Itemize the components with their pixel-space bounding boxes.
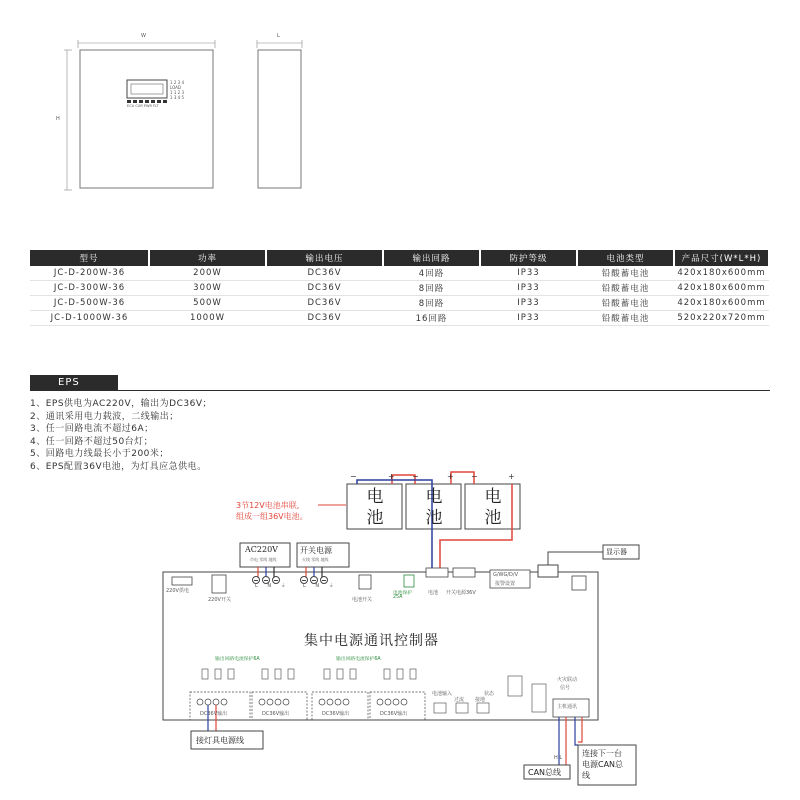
note-item: 4、任一回路不超过50台灯； bbox=[30, 436, 154, 447]
right-sub-label-3: 接地 bbox=[475, 697, 486, 703]
right-sub-label-1: 电池输入 bbox=[432, 691, 453, 697]
battery-3: 电 池 bbox=[484, 487, 502, 528]
table-row: JC-D-1000W-36 1000W DC36V 16回路 IP33 铅酸蓄电池 520x220x720mm bbox=[30, 311, 769, 326]
width-label: W bbox=[141, 33, 146, 39]
table-row: JC-D-300W-36 300W DC36V 8回路 IP33 铅酸蓄电池 420x180x600mm bbox=[30, 281, 769, 296]
controller-title: 集中电源通讯控制器 bbox=[304, 633, 439, 649]
col-ip: 防护等级 bbox=[480, 250, 577, 266]
battery-2: 电 池 bbox=[425, 487, 443, 528]
can-hl: H L bbox=[554, 755, 563, 761]
note-item: 3、任一回路电流不超过6A； bbox=[30, 424, 154, 434]
switch-psu-label: 开关电源 bbox=[300, 546, 332, 555]
table-row: JC-D-500W-36 500W DC36V 8回路 IP33 铅酸蓄电池 420x180x600mm bbox=[30, 296, 769, 311]
fire-link-sub: 信号 bbox=[560, 685, 571, 691]
bus-label: 主机通讯 bbox=[557, 704, 578, 710]
switch-psu-sub: 火线 零线 地线 bbox=[302, 557, 329, 562]
fire-link-label: 火灾联动 bbox=[557, 677, 578, 683]
switch-psu-in-label: 开关电源36V bbox=[446, 590, 476, 596]
note-item: 5、回路电力线最长小于200米； bbox=[30, 449, 169, 459]
lamp-wire-label: 接灯具电源线 bbox=[196, 736, 244, 745]
battery-in-label: 电池 bbox=[428, 590, 439, 596]
alarm-label: G/WG/D/V bbox=[493, 572, 519, 578]
battery-fuse-label: 25A bbox=[393, 595, 403, 600]
next-unit-label: 连接下一台 电源CAN总 线 bbox=[582, 749, 624, 780]
col-voltage: 输出电压 bbox=[266, 250, 383, 266]
can-bus-label: CAN总线 bbox=[528, 768, 562, 777]
battery-note: 3节12V电池串联, 组成一组36V电池。 bbox=[236, 501, 308, 521]
ac-sub: 市电 零线 地线 bbox=[250, 557, 277, 562]
col-power: 功率 bbox=[149, 250, 266, 266]
length-label: L bbox=[277, 33, 280, 39]
panel-bottom-text: ECU CUR PWR FLT bbox=[127, 104, 159, 108]
battery-protect-label: 电池保护 bbox=[393, 591, 413, 596]
alarm-sub: 报警设置 bbox=[495, 581, 516, 587]
right-sub-label-4: 状态 bbox=[484, 691, 495, 697]
ac-label: AC220V bbox=[245, 545, 278, 554]
left-port-label: 220V供电 bbox=[166, 588, 189, 594]
col-battery: 电池类型 bbox=[577, 250, 674, 266]
col-circuits: 输出回路 bbox=[383, 250, 480, 266]
battery-switch-label: 电池开关 bbox=[352, 597, 373, 603]
output-label-1: DC36V输出 bbox=[200, 711, 228, 717]
group2-label: 输出回路电流保护6A bbox=[336, 657, 381, 662]
note-item: 1、EPS供电为AC220V，输出为DC36V； bbox=[30, 399, 212, 409]
display-label: 显示器 bbox=[606, 548, 627, 556]
height-label: H bbox=[56, 116, 60, 122]
output-label-3: DC36V输出 bbox=[322, 711, 350, 717]
lne-labels: L N ⏚ bbox=[255, 583, 290, 589]
group1-label: 输出回路电流保护6A bbox=[215, 657, 260, 662]
led-labels: 1 2 3 4 LOAD 1 1 2 3 1 3 4 5 bbox=[170, 80, 184, 100]
note-item: 2、通讯采用电力载波，二线输出； bbox=[30, 411, 179, 422]
note-item: 6、EPS配置36V电池，为灯具应急供电。 bbox=[30, 461, 207, 472]
col-size: 产品尺寸(W*L*H) bbox=[674, 250, 769, 266]
right-sub-label-2: 过流 bbox=[454, 697, 465, 703]
col-model: 型号 bbox=[30, 250, 149, 266]
switch-220-label: 220V开关 bbox=[208, 597, 231, 603]
eps-tag: EPS bbox=[30, 375, 118, 391]
table-row: JC-D-200W-36 200W DC36V 4回路 IP33 铅酸蓄电池 420x180x600mm bbox=[30, 266, 769, 281]
lne-labels-2: L N ⏚ bbox=[303, 583, 338, 589]
output-label-4: DC36V输出 bbox=[380, 711, 408, 717]
battery-1: 电 池 bbox=[366, 487, 384, 528]
output-label-2: DC36V输出 bbox=[262, 711, 290, 717]
